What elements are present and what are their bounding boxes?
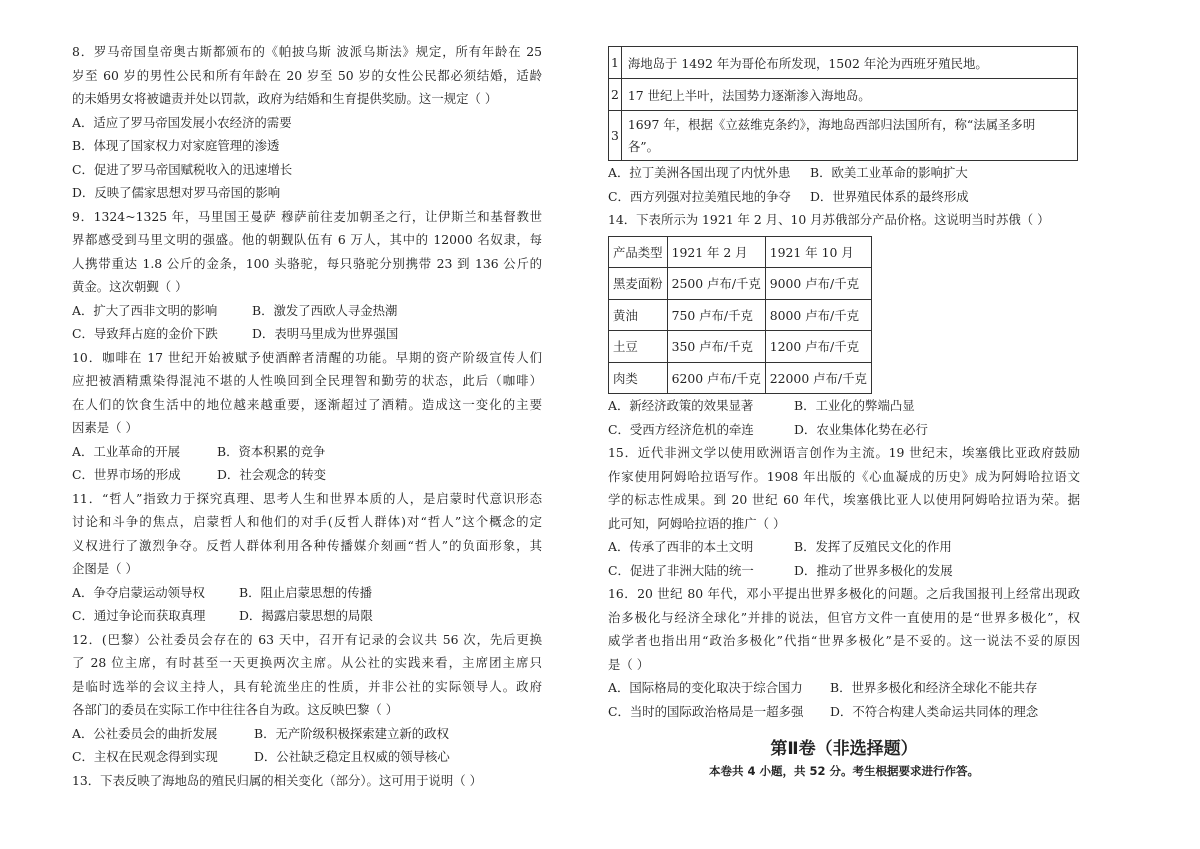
question-8-option-c[interactable]: C．促进了罗马帝国赋税收入的迅速增长: [72, 161, 293, 177]
table-cell: 黄油: [609, 299, 668, 331]
question-13-option-b[interactable]: B．欧美工业革命的影响扩大: [810, 165, 968, 180]
question-8-option-a[interactable]: A．适应了罗马帝国发展小农经济的需要: [72, 114, 292, 130]
table-row: [609, 268, 872, 300]
question-8-line: 8．罗马帝国皇帝奥古斯都颁布的《帕披乌斯 波派乌斯法》规定，所有年龄在 25: [72, 44, 542, 59]
question-10-line: 在人们的饮食生活中的地位越来越重要，逐渐超过了酒精。造成这一变化的主要: [72, 396, 542, 412]
table-cell-line: 各”。: [627, 138, 660, 154]
question-13-option-d[interactable]: D．世界殖民体系的最终形成: [810, 188, 969, 204]
question-16-options-row: [608, 676, 1080, 700]
question-15-line: 此可知，阿姆哈拉语的推广（ ）: [608, 515, 786, 531]
table-cell: 8000 卢布/千克: [765, 299, 871, 331]
question-16-option-b[interactable]: B．世界多极化和经济全球化不能共存: [830, 680, 1038, 695]
question-12-line: 各部门的委员在实际工作中往往各自为政。这反映巴黎（ ）: [72, 702, 399, 717]
question-10-option-c[interactable]: C．世界市场的形成: [72, 467, 181, 482]
question-15-option-b[interactable]: B．发挥了反殖民文化的作用: [794, 539, 952, 554]
table-cell: 土豆: [609, 331, 668, 363]
table-cell: 肉类: [609, 362, 668, 394]
question-10-line: 应把被酒精熏染得混沌不堪的人性唤回到全民理智和勤劳的状态，此后（咖啡）: [72, 373, 542, 388]
table-cell: 6200 卢布/千克: [667, 362, 765, 394]
question-14-options-row: [608, 394, 1080, 418]
question-12-line: 了 28 位主席，有时甚至一天更换两次主席。从公社的实践来看，主席团主席只: [72, 655, 542, 670]
question-11: [72, 487, 542, 628]
question-16-option-c[interactable]: C．当时的国际政治格局是一超多强: [608, 703, 804, 719]
question-16-line: 威学者也指出用“政治多极化”代指“世界多极化”是不妥的。这一说法不妥的原因: [608, 633, 1080, 648]
table-row: [609, 111, 1078, 161]
table-row: [609, 362, 872, 394]
table-cell-text: 海地岛于 1492 年为哥伦布所发现，1502 年沦为西班牙殖民地。: [621, 47, 1077, 79]
question-11-option-b[interactable]: B．阻止启蒙思想的传播: [239, 584, 373, 600]
question-10-line: 因素是（ ）: [72, 420, 138, 435]
question-11-option-c[interactable]: C．通过争论而获取真理: [72, 608, 206, 623]
question-11-option-d[interactable]: D．揭露启蒙思想的局限: [239, 608, 373, 623]
question-9-options-row: [72, 322, 542, 346]
table-row: [609, 299, 872, 331]
question-8: [72, 40, 542, 205]
question-10-options-row: [72, 440, 542, 464]
question-16-option-a[interactable]: A．国际格局的变化取决于综合国力: [608, 680, 803, 695]
question-12-options-row: [72, 722, 542, 746]
question-10: [72, 346, 542, 487]
table-cell: 350 卢布/千克: [667, 331, 765, 363]
table-cell-text: 17 世纪上半叶，法国势力逐渐渗入海地岛。: [621, 79, 1077, 111]
table-cell-number: 1: [609, 47, 622, 79]
question-11-line: 11．“哲人”指致力于探究真理、思考人生和世界本质的人，是启蒙时代意识形态: [72, 490, 542, 506]
question-11-options-row: [72, 604, 542, 628]
question-12-options-row: [72, 745, 542, 769]
question-14-stem: 14．下表所示为 1921 年 2 月、10 月苏俄部分产品价格。这说明当时苏俄（ ）: [608, 212, 1050, 227]
question-9-option-b[interactable]: B．激发了西欧人寻金热潮: [252, 302, 398, 318]
table-row: [609, 47, 1078, 79]
question-16-line: 16．20 世纪 80 年代，邓小平提出世界多极化的问题。之后我国报刊上经常出现政: [608, 586, 1080, 601]
question-13-option-c[interactable]: C．西方列强对拉美殖民地的争夺: [608, 188, 791, 204]
question-15-option-c[interactable]: C．促进了非洲大陆的统一: [608, 562, 754, 578]
question-9-line: 9．1324~1325 年，马里国王曼萨 穆萨前往麦加朝圣之行，让伊斯兰和基督教世: [72, 208, 542, 224]
question-13-stem: 13．下表反映了海地岛的殖民归属的相关变化（部分）。这可用于说明（ ）: [72, 772, 483, 788]
question-11-line: 企图是（ ）: [72, 561, 138, 576]
question-9-line: 人携带重达 1.8 公斤的金条，100 头骆驼，每只骆驼分别携带 23 到 136 公斤的: [72, 255, 542, 271]
question-16: [608, 582, 1080, 723]
question-8-line: 岁至 60 岁的男性公民和所有年龄在 20 岁至 50 岁的女性公民都必须结婚，适龄: [72, 67, 542, 83]
table-cell: 750 卢布/千克: [667, 299, 765, 331]
question-12-option-b[interactable]: B．无产阶级积极探索建立新的政权: [254, 725, 449, 741]
question-10-line: 10．咖啡在 17 世纪开始被赋予使酒醉者清醒的功能。早期的资产阶级宣传人们: [72, 349, 542, 365]
question-12-line: 12．(巴黎）公社委员会存在的 63 天中，召开有记录的会议共 56 次，先后更换: [72, 631, 542, 647]
table-cell: 22000 卢布/千克: [765, 362, 871, 394]
question-16-option-d[interactable]: D．不符合构建人类命运共同体的理念: [830, 703, 1039, 719]
question-14-option-b[interactable]: B．工业化的弊端凸显: [794, 398, 915, 413]
price-table: [608, 236, 872, 395]
section-2-title: 第Ⅱ卷（非选择题）: [770, 739, 918, 759]
table-header-cell: 产品类型: [609, 236, 668, 268]
question-14-option-d[interactable]: D．农业集体化势在必行: [794, 421, 928, 437]
question-10-option-b[interactable]: B．资本积累的竞争: [217, 443, 326, 459]
table-header-cell: 1921 年 2 月: [667, 236, 765, 268]
table-cell: 2500 卢布/千克: [667, 268, 765, 300]
question-14-option-a[interactable]: A．新经济政策的效果显著: [608, 398, 754, 413]
question-8-option-d[interactable]: D．反映了儒家思想对罗马帝国的影响: [72, 185, 281, 200]
left-column: [72, 40, 542, 792]
question-14-options-row: [608, 418, 1080, 442]
question-11-line: 义权进行了激烈争夺。反哲人群体利用各种传播媒介刻画“哲人”的负面形象，其: [72, 537, 542, 553]
question-15-line: 作家使用阿姆哈拉语写作。1908 年出版的《心血凝成的历史》成为阿姆哈拉语文: [608, 468, 1080, 484]
question-9-option-c[interactable]: C．导致拜占庭的金价下跌: [72, 326, 218, 341]
question-9-line: 界都感受到马里文明的强盛。他的朝觐队伍有 6 万人，其中的 12000 名奴隶，每: [72, 232, 542, 247]
question-12-line: 是临时选举的会议主持人，具有轮流坐庄的性质，并非公社的实际领导人。政府: [72, 678, 542, 694]
question-8-option-b[interactable]: B．体现了国家权力对家庭管理的渗透: [72, 138, 280, 153]
question-15-line: 15．近代非洲文学以使用欧洲语言创作为主流。19 世纪末，埃塞俄比亚政府鼓励: [608, 445, 1080, 460]
question-8-line: 的未婚男女将被谴责并处以罚款，政府为结婚和生育提供奖励。这一规定（ ）: [72, 91, 498, 106]
table-cell: 黑麦面粉: [609, 268, 668, 300]
question-16-options-row: [608, 700, 1080, 724]
question-15-option-d[interactable]: D．推动了世界多极化的发展: [794, 562, 953, 578]
question-13-option-a[interactable]: A．拉丁美洲各国出现了内忧外患: [608, 165, 791, 180]
question-15-option-a[interactable]: A．传承了西非的本土文明: [608, 539, 754, 554]
table-cell-number: 3: [609, 111, 622, 161]
table-cell-line: 1697 年，根据《立兹维克条约》，海地岛西部归法国所有，称“法属圣多明: [627, 116, 1036, 132]
question-12-option-a[interactable]: A．公社委员会的曲折发展: [72, 725, 218, 741]
question-12-option-d[interactable]: D．公社缺乏稳定且权威的领导核心: [254, 749, 450, 764]
question-10-option-d[interactable]: D．社会观念的转变: [217, 467, 327, 482]
question-15-line: 学的标志性成果。到 20 世纪 60 年代，埃塞俄比亚人以使用阿姆哈拉语为荣。据: [608, 492, 1080, 507]
table-cell: 9000 卢布/千克: [765, 268, 871, 300]
question-15-options-row: [608, 559, 1080, 583]
right-column: [608, 40, 1080, 781]
question-10-options-row: [72, 463, 542, 487]
haiti-colonial-table: [608, 46, 1078, 161]
question-10-option-a[interactable]: A．工业革命的开展: [72, 443, 181, 459]
question-9-line: 黄金。这次朝觐（ ）: [72, 279, 188, 294]
table-cell: 1200 卢布/千克: [765, 331, 871, 363]
table-cell-number: 2: [609, 79, 622, 111]
question-11-option-a[interactable]: A．争夺启蒙运动领导权: [72, 584, 205, 600]
question-15: [608, 441, 1080, 582]
question-15-options-row: [608, 535, 1080, 559]
table-row: [609, 79, 1078, 111]
question-12: [72, 628, 542, 769]
question-12-option-c[interactable]: C．主权在民观念得到实现: [72, 749, 218, 764]
question-11-line: 讨论和斗争的焦点，启蒙哲人和他们的对手(反哲人群体)对“哲人”这个概念的定: [72, 514, 542, 529]
question-9-option-a[interactable]: A．扩大了西非文明的影响: [72, 302, 218, 318]
question-11-options-row: [72, 581, 542, 605]
table-cell-text: [621, 111, 1077, 161]
table-row: [609, 331, 872, 363]
question-16-line: 是（ ）: [608, 656, 650, 672]
question-16-line: 治多极化与经济全球化”并排的说法，但官方文件一直使用的是“世界多极化”，权: [608, 609, 1080, 625]
question-9: [72, 205, 542, 346]
question-13-options-row: [608, 185, 1080, 209]
question-9-option-d[interactable]: D．表明马里成为世界强国: [252, 326, 399, 341]
table-header-cell: 1921 年 10 月: [765, 236, 871, 268]
table-header-row: [609, 236, 872, 268]
question-9-options-row: [72, 299, 542, 323]
question-13-options-row: [608, 161, 1080, 185]
question-14-option-c[interactable]: C．受西方经济危机的牵连: [608, 421, 754, 437]
section-2-note: 本卷共 4 小题，共 52 分。考生根据要求进行作答。: [708, 764, 980, 778]
